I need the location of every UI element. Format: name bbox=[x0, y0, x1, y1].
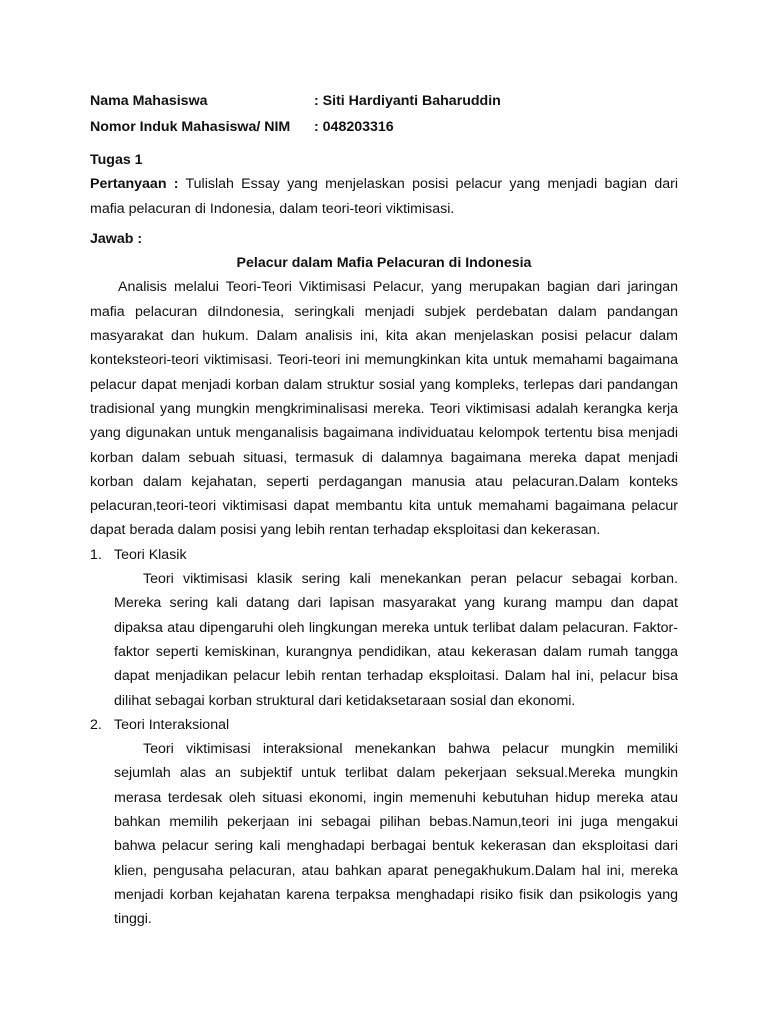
essay-intro-paragraph: Analisis melalui Teori-Teori Viktimisasi Pelacur, yang merupakan bagian dari jaringan mafia pelacuran diIndonesia, seringkali menjadi subjek perdebatan dalam pandangan masyarakat dan hukum. Dalam analisis ini, kita akan menjelaskan posisi pelacur dalam konteksteori-teori viktimisasi. Teori-teori ini memungkinkan kita untuk memahami bagaimana pelacur dapat menjadi korban dalam struktur sosial yang kompleks, terlepas dari pandangan tradisional yang mungkin mengkriminalisasi mereka. Teori viktimisasi adalah kerangka kerja yang digunakan untuk menganalisis bagaimana individuatau kelompok tertentu bisa menjadi korban dalam sebuah situasi, termasuk di dalamnya bagaimana mereka dapat menjadi korban dalam kejahatan, seperti perdagangan manusia atau pelacuran.Dalam konteks pelacuran,teori-teori viktimisasi dapat membantu kita untuk memahami bagaimana pelacur dapat berada dalam posisi yang lebih rentan terhadap eksploitasi dan kekerasan. bbox=[90, 279, 678, 539]
essay-title: Pelacur dalam Mafia Pelacuran di Indonesia bbox=[236, 255, 532, 272]
document-page bbox=[90, 88, 678, 932]
student-nim-row bbox=[90, 114, 678, 140]
task-question bbox=[90, 172, 678, 221]
question-label: Pertanyaan : bbox=[90, 176, 179, 193]
list-item-number: 1. bbox=[90, 546, 102, 563]
answer-label: Jawab : bbox=[90, 230, 143, 247]
student-nim-label: Nomor Induk Mahasiswa/ NIM bbox=[90, 119, 291, 135]
student-name-row bbox=[90, 88, 678, 114]
list-item bbox=[90, 713, 678, 737]
question-text: Tulislah Essay yang menjelaskan posisi pelacur yang menjadi bagian dari mafia pelacuran di Indonesia, dalam teori-teori viktimisasi. bbox=[90, 176, 678, 217]
student-nim-value: : 048203316 bbox=[314, 119, 394, 135]
theory-list bbox=[90, 543, 678, 932]
list-item-body: Teori viktimisasi interaksional menekankan bahwa pelacur mungkin memiliki sejumlah alas an subjektif untuk terlibat dalam pekerjaan seksual.Mereka mungkin merasa terdesak oleh situasi ekonomi, ingin memenuhi kebutuhan hidup mereka atau bahkan memilih pekerjaan ini sebagai pilihan bebas.Namun,teori ini juga mengakui bahwa pelacur sering kali menghadapi berbagai bentuk kekerasan dan eksploitasi dari klien, pengusaha pelacuran, atau bahkan aparat penegakhukum.Dalam hal ini, mereka menjadi korban kejahatan karena terpaksa menghadapi risiko fisik dan psikologis yang tinggi. bbox=[114, 741, 678, 928]
task-title: Tugas 1 bbox=[90, 152, 143, 168]
list-item-title: Teori Interaksional bbox=[114, 716, 230, 733]
list-item-number: 2. bbox=[90, 716, 102, 733]
list-item bbox=[90, 543, 678, 567]
student-name-label: Nama Mahasiswa bbox=[90, 93, 208, 109]
list-item-title: Teori Klasik bbox=[114, 546, 187, 563]
student-name-value: : Siti Hardiyanti Baharuddin bbox=[314, 93, 501, 109]
list-item-body: Teori viktimisasi klasik sering kali menekankan peran pelacur sebagai korban. Mereka sering kali datang dari lapisan masyarakat yang kurang mampu dan dapat dipaksa atau dipengaruhi oleh lingkungan mereka untuk terlibat dalam pelacuran. Faktor-faktor seperti kemiskinan, kurangnya pendidikan, atau kekerasan dalam rumah tangga dapat menjadikan pelacur lebih rentan terhadap eksploitasi. Dalam hal ini, pelacur bisa dilihat sebagai korban struktural dari ketidaksetaraan sosial dan ekonomi. bbox=[114, 571, 678, 709]
student-info bbox=[90, 88, 678, 140]
